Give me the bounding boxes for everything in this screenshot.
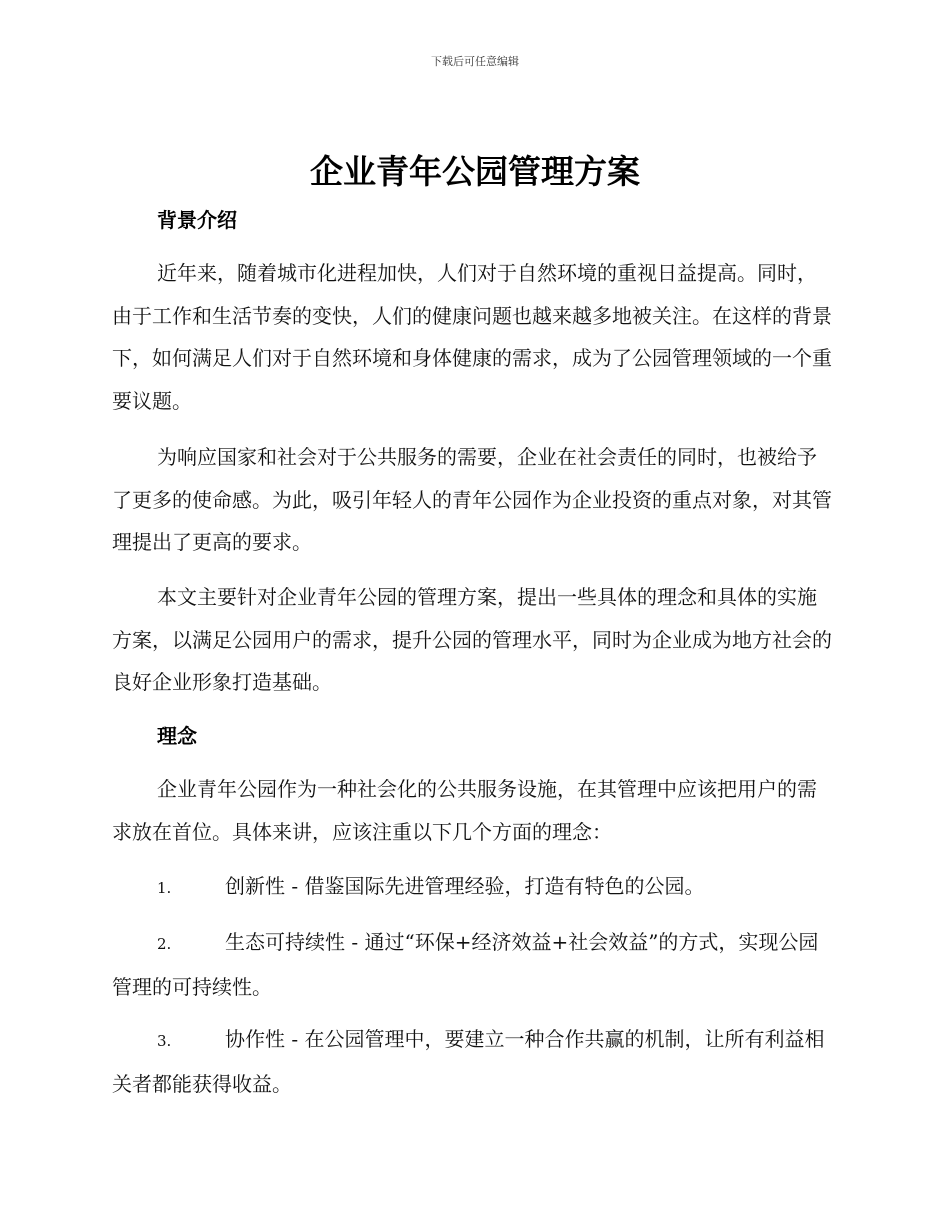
list-item	[112, 921, 834, 1008]
paragraph: 为响应国家和社会对于公共服务的需要，企业在社会责任的同时，也被给予了更多的使命感。为此，吸引年轻人的青年公园作为企业投资的重点对象，对其管理提出了更高的要求。	[112, 445, 832, 554]
list-item	[112, 865, 834, 910]
list-item-text: 生态可持续性 - 通过“环保+经济效益+社会效益”的方式，实现公园管理的可持续性。	[112, 930, 819, 999]
header-note: 下载后可任意编辑	[431, 55, 519, 68]
page-title: 企业青年公园管理方案	[310, 152, 640, 191]
paragraph: 本文主要针对企业青年公园的管理方案，提出一些具体的理念和具体的实施方案，以满足公园用户的需求，提升公园的管理水平，同时为企业成为地方社会的良好企业形象打造基础。	[112, 585, 832, 694]
paragraph: 企业青年公园作为一种社会化的公共服务设施，在其管理中应该把用户的需求放在首位。具体来讲，应该注重以下几个方面的理念：	[112, 777, 817, 844]
list-item-text: 创新性 - 借鉴国际先进管理经验，打造有特色的公园。	[225, 874, 705, 898]
section-heading-background: 背景介绍	[157, 208, 237, 232]
section-heading-concept: 理念	[157, 724, 197, 748]
list-item	[112, 1018, 834, 1105]
list-number: 2.	[157, 935, 172, 953]
list-number: 1.	[157, 879, 172, 897]
paragraph: 近年来，随着城市化进程加快，人们对于自然环境的重视日益提高。同时，由于工作和生活节奏的变快，人们的健康问题也越来越多地被关注。在这样的背景下，如何满足人们对于自然环境和身体健康的需求，成为了公园管理领域的一个重要议题。	[112, 261, 832, 413]
list-number: 3.	[157, 1032, 172, 1050]
list-item-text: 协作性 - 在公园管理中，要建立一种合作共赢的机制，让所有利益相关者都能获得收益。	[112, 1027, 825, 1096]
